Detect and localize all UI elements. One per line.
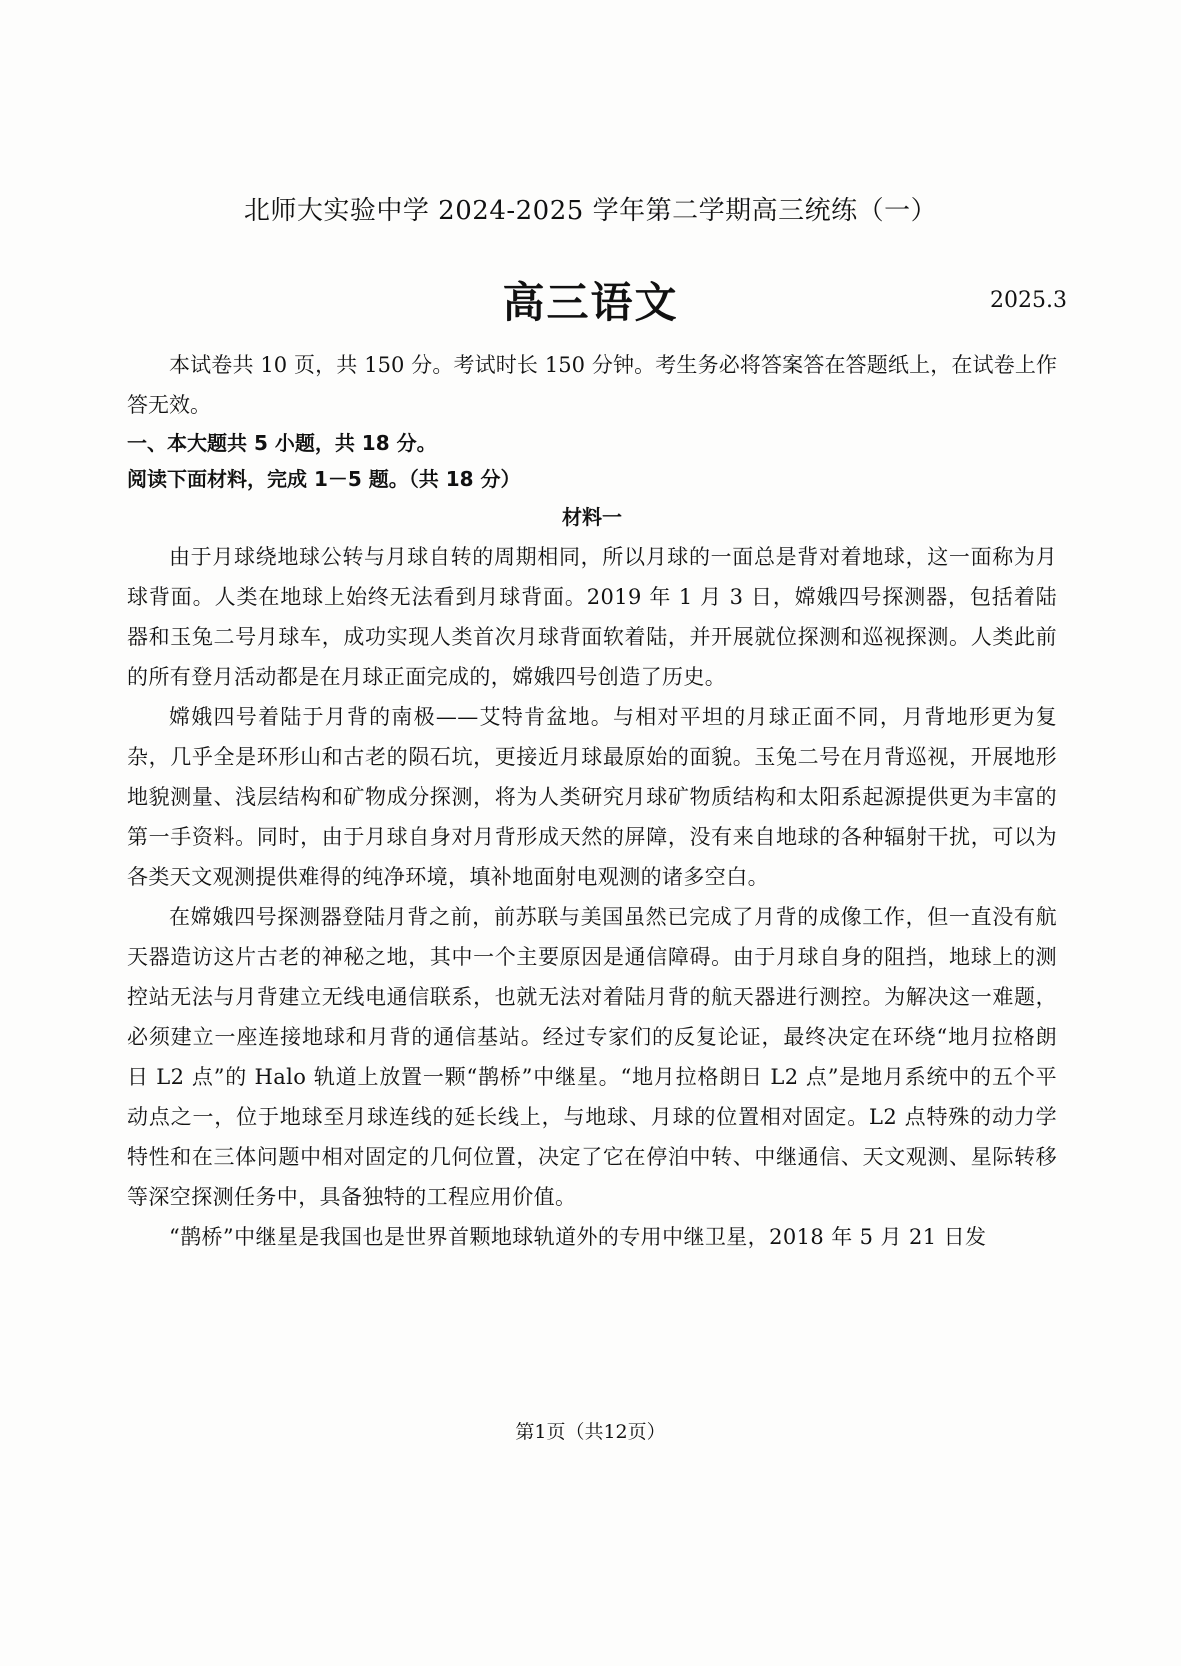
exam-notice: 本试卷共 10 页，共 150 分。考试时长 150 分钟。考生务必将答案答在答题纸上，在试卷上作答无效。 (127, 353, 1057, 417)
section-heading: 一、本大题共 5 小题，共 18 分。 (127, 431, 437, 455)
material-paragraph: 嫦娥四号着陆于月背的南极——艾特肯盆地。与相对平坦的月球正面不同，月背地形更为复杂，几乎全是环形山和古老的陨石坑，更接近月球最原始的面貌。玉兔二号在月背巡视，开展地形地貌测量、浅层结构和矿物成分探测，将为人类研究月球矿物质结构和太阳系起源提供更为丰富的第一手资料。同时，由于月球自身对月背形成天然的屏障，没有来自地球的各种辐射干扰，可以为各类天文观测提供难得的纯净环境，填补地面射电观测的诸多空白。 (127, 705, 1057, 889)
material-paragraph: “鹊桥”中继星是我国也是世界首颗地球轨道外的专用中继卫星，2018 年 5 月 21 日发 (169, 1225, 987, 1249)
material-paragraph: 在嫦娥四号探测器登陆月背之前，前苏联与美国虽然已完成了月背的成像工作，但一直没有航天器造访这片古老的神秘之地，其中一个主要原因是通信障碍。由于月球自身的阻挡，地球上的测控站无法与月背建立无线电通信联系，也就无法对着陆月背的航天器进行测控。为解决这一难题，必须建立一座连接地球和月背的通信基站。经过专家们的反复论证，最终决定在环绕“地月拉格朗日 L2 点”的 Halo 轨道上放置一颗“鹊桥”中继星。“地月拉格朗日 L2 点”是地月系统中的五个平动点之一，位于地球至月球连线的延长线上，与地球、月球的位置相对固定。L2 点特殊的动力学特性和在三体问题中相对固定的几何位置，决定了它在停泊中转、中继通信、天文观测、星际转移等深空探测任务中，具备独特的工程应用价值。 (127, 905, 1057, 1209)
material-heading: 材料一 (562, 505, 622, 529)
material-paragraph: 由于月球绕地球公转与月球自转的周期相同，所以月球的一面总是背对着地球，这一面称为月球背面。人类在地球上始终无法看到月球背面。2019 年 1 月 3 日，嫦娥四号探测器，包括着陆器和玉兔二号月球车，成功实现人类首次月球背面软着陆，并开展就位探测和巡视探测。人类此前的所有登月活动都是在月球正面完成的，嫦娥四号创造了历史。 (127, 545, 1057, 689)
exam-content (127, 345, 1057, 1257)
exam-date: 2025.3 (990, 288, 1067, 313)
school-title: 北师大实验中学 2024-2025 学年第二学期高三统练（一） (243, 196, 938, 226)
subject-title: 高三语文 (502, 278, 679, 327)
task-instruction: 阅读下面材料，完成 1－5 题。（共 18 分） (127, 467, 521, 491)
page-number: 第1页（共12页） (515, 1421, 666, 1443)
